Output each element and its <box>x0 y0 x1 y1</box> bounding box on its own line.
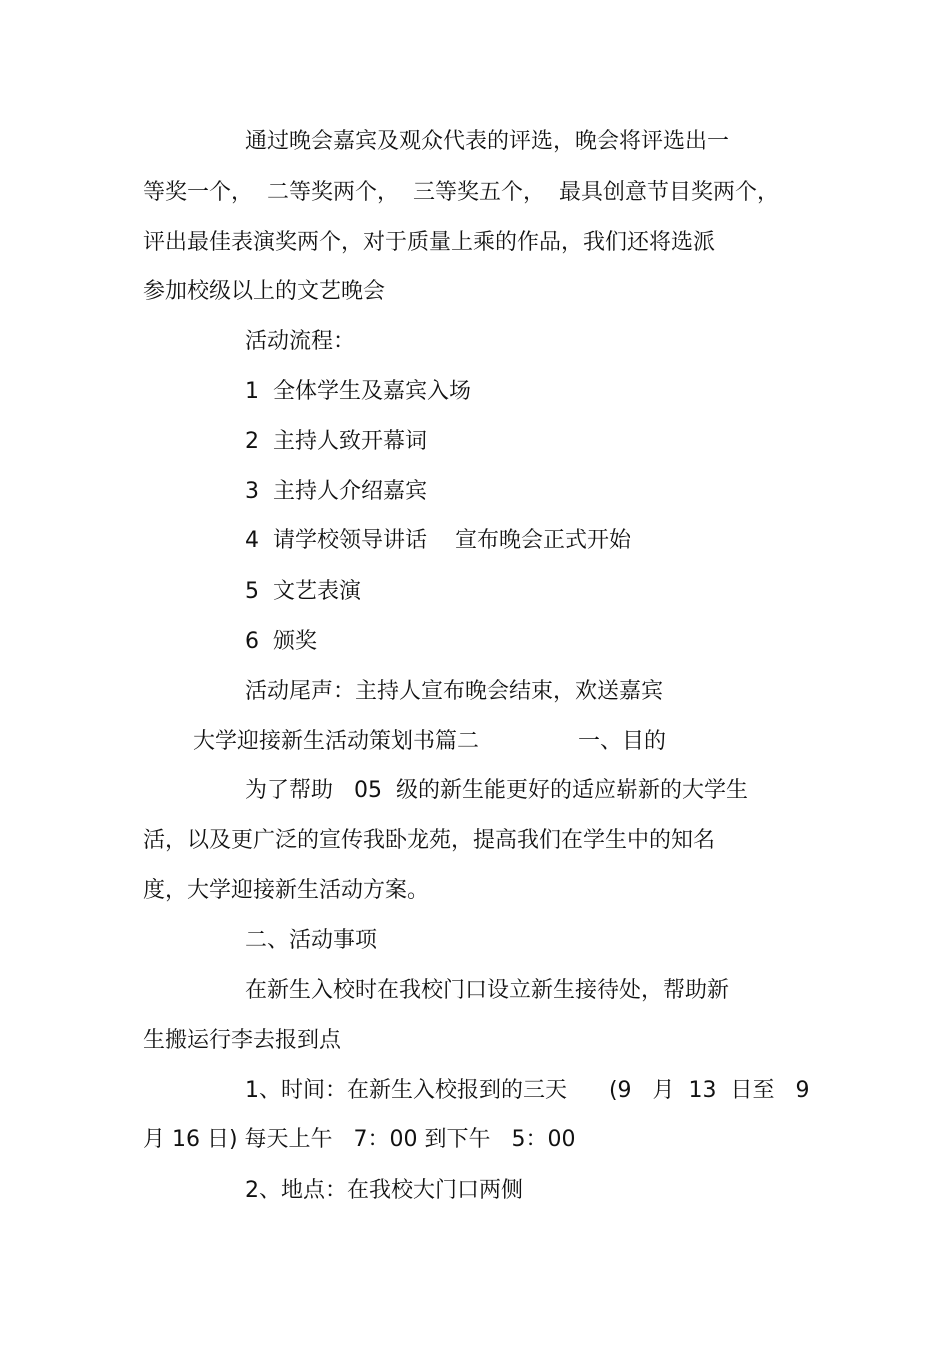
paragraph-line: 活，以及更广泛的宣传我卧龙苑，提高我们在学生中的知名 <box>143 828 716 853</box>
list-item: 6 颁奖 <box>245 629 317 654</box>
list-item: 4 请学校领导讲话 宣布晚会正式开始 <box>245 528 631 553</box>
paragraph-line: 2、地点：在我校大门口两侧 <box>245 1178 523 1203</box>
section-heading: 二、活动事项 <box>245 928 378 953</box>
document-title: 大学迎接新生活动策划书篇二 <box>193 729 480 754</box>
paragraph-line: 1、时间：在新生入校报到的三天 (9 月 13 日至 9 <box>245 1078 810 1103</box>
paragraph-line: 通过晚会嘉宾及观众代表的评选，晚会将评选出一 <box>245 129 730 154</box>
paragraph-line: 评出最佳表演奖两个，对于质量上乘的作品，我们还将选派 <box>143 230 716 255</box>
section-heading: 一、目的 <box>578 729 667 754</box>
paragraph-line: 月 16 日) 每天上午 7：00 到下午 5：00 <box>143 1127 576 1152</box>
paragraph-line: 在新生入校时在我校门口设立新生接待处，帮助新 <box>245 978 730 1003</box>
paragraph-line: 活动尾声：主持人宣布晚会结束，欢送嘉宾 <box>245 679 664 704</box>
list-item: 2 主持人致开幕词 <box>245 429 427 454</box>
section-heading: 活动流程： <box>245 329 356 354</box>
list-item: 3 主持人介绍嘉宾 <box>245 479 427 504</box>
list-item: 1 全体学生及嘉宾入场 <box>245 379 471 404</box>
paragraph-line: 度，大学迎接新生活动方案。 <box>143 878 430 903</box>
paragraph-line: 参加校级以上的文艺晚会 <box>143 279 386 304</box>
paragraph-line: 生搬运行李去报到点 <box>143 1028 342 1053</box>
paragraph-line: 为了帮助 05 级的新生能更好的适应崭新的大学生 <box>245 778 748 803</box>
paragraph-line: 等奖一个， 二等奖两个， 三等奖五个， 最具创意节目奖两个， <box>143 180 779 205</box>
list-item: 5 文艺表演 <box>245 579 361 604</box>
